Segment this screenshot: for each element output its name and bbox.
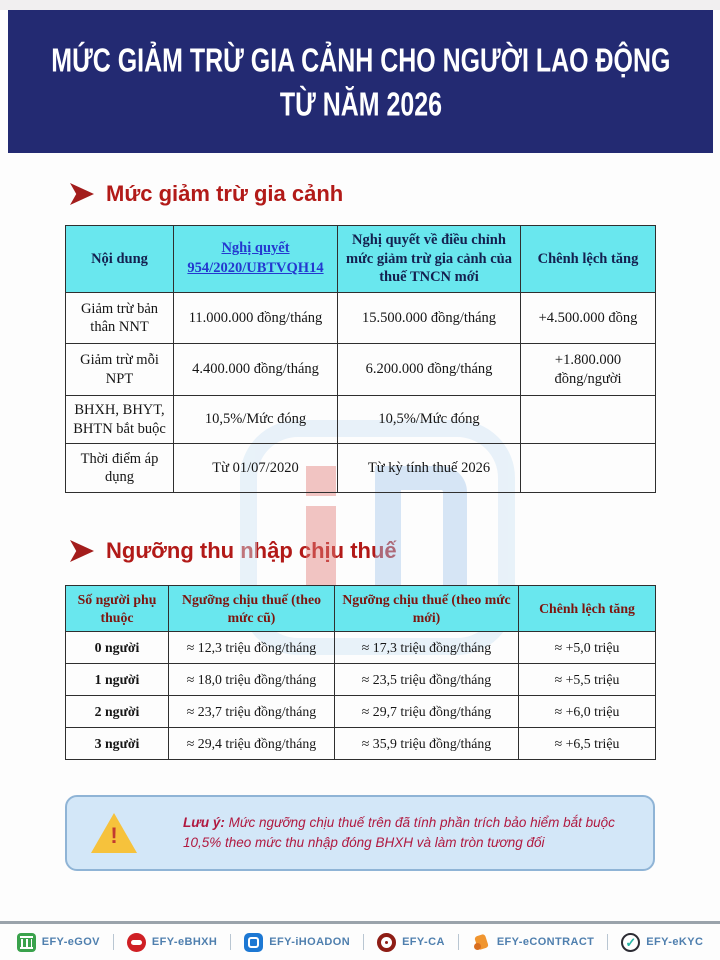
government-bank-icon: [17, 933, 36, 952]
row-label: Giảm trừ mỗi NPT: [66, 344, 174, 396]
row-label: Thời điểm áp dụng: [66, 444, 174, 493]
footer-item-ihoadon: [244, 933, 350, 952]
row-diff-value: +4.500.000 đồng: [521, 293, 656, 344]
table-row: [66, 344, 656, 396]
footer-separator: [230, 934, 231, 950]
row-dependents: 3 người: [66, 728, 169, 760]
table-row: [66, 664, 656, 696]
footer-label: EFY-eGOV: [41, 936, 100, 948]
footer-logo-strip: [0, 929, 720, 955]
identity-check-icon: [621, 933, 640, 952]
row-label: BHXH, BHYT, BHTN bắt buộc: [66, 396, 174, 444]
warning-triangle-icon: !: [91, 813, 137, 853]
deduction-col-new-resolution: Nghị quyết về điều chỉnh mức giảm trừ gia cảnh của thuế TNCN mới: [338, 226, 521, 293]
row-old-value: ≈ 12,3 triệu đồng/tháng: [169, 632, 335, 664]
footer-separator: [113, 934, 114, 950]
deduction-table: [65, 225, 656, 493]
resolution-954-link[interactable]: [180, 239, 331, 278]
footer-item-ebhxh: [127, 933, 217, 952]
row-diff-value: [521, 444, 656, 493]
section-threshold-title: Ngưỡng thu nhập chịu thuế: [106, 538, 397, 563]
note-text: [183, 813, 623, 852]
footer-item-ekyc: [621, 933, 703, 952]
footer-item-egov: [17, 933, 100, 952]
row-new-value: ≈ 17,3 triệu đồng/tháng: [335, 632, 519, 664]
invoice-square-icon: [244, 933, 263, 952]
row-dependents: 0 người: [66, 632, 169, 664]
red-arrow-icon: [70, 540, 94, 562]
section-deduction-title: Mức giảm trừ gia cảnh: [106, 181, 344, 206]
row-diff-value: ≈ +5,0 triệu: [519, 632, 656, 664]
table-row: [66, 444, 656, 493]
row-dependents: 2 người: [66, 696, 169, 728]
threshold-header-row: [66, 586, 656, 632]
row-diff-value: ≈ +6,5 triệu: [519, 728, 656, 760]
deduction-col-resolution-954: [174, 226, 338, 293]
note-prefix: Lưu ý:: [183, 815, 225, 831]
title-banner: [8, 10, 713, 153]
row-old-value: Từ 01/07/2020: [174, 444, 338, 493]
table-row: [66, 293, 656, 344]
table-row: [66, 728, 656, 760]
page-title-line1: MỨC GIẢM TRỪ GIA CẢNH CHO NGƯỜI LAO ĐỘNG: [50, 40, 671, 79]
footer-label: EFY-eKYC: [646, 936, 704, 948]
page-title-line2: TỪ NĂM 2026: [279, 84, 442, 123]
threshold-col-new: Ngưỡng chịu thuế (theo mức mới): [335, 586, 519, 632]
deduction-col-diff: Chênh lệch tăng: [521, 226, 656, 293]
row-label: Giảm trừ bản thân NNT: [66, 293, 174, 344]
red-arrow-icon: [70, 183, 94, 205]
row-dependents: 1 người: [66, 664, 169, 696]
contract-hand-icon: [472, 933, 491, 952]
row-old-value: ≈ 29,4 triệu đồng/tháng: [169, 728, 335, 760]
resolution-954-link-line1[interactable]: Nghị quyết: [221, 240, 290, 257]
threshold-col-old: Ngưỡng chịu thuế (theo mức cũ): [169, 586, 335, 632]
footer-separator: [607, 934, 608, 950]
row-new-value: 6.200.000 đồng/tháng: [338, 344, 521, 396]
row-new-value: Từ kỳ tính thuế 2026: [338, 444, 521, 493]
row-new-value: ≈ 23,5 triệu đồng/tháng: [335, 664, 519, 696]
row-new-value: 15.500.000 đồng/tháng: [338, 293, 521, 344]
threshold-col-dependents: Số người phụ thuộc: [66, 586, 169, 632]
resolution-954-link-line2[interactable]: 954/2020/UBTVQH14: [187, 260, 324, 276]
section-deduction-heading: [70, 181, 343, 207]
table-row: [66, 696, 656, 728]
row-new-value: ≈ 29,7 triệu đồng/tháng: [335, 696, 519, 728]
footer-separator: [458, 934, 459, 950]
top-margin-strip: [0, 0, 720, 10]
footer-label: EFY-eBHXH: [151, 936, 218, 948]
deduction-header-row: [66, 226, 656, 293]
footer-label: EFY-eCONTRACT: [496, 936, 595, 948]
row-new-value: 10,5%/Mức đóng: [338, 396, 521, 444]
efy-red-circle-icon: [127, 933, 146, 952]
row-old-value: ≈ 23,7 triệu đồng/tháng: [169, 696, 335, 728]
footer-separator: [363, 934, 364, 950]
row-old-value: ≈ 18,0 triệu đồng/tháng: [169, 664, 335, 696]
row-new-value: ≈ 35,9 triệu đồng/tháng: [335, 728, 519, 760]
row-diff-value: +1.800.000 đồng/người: [521, 344, 656, 396]
table-row: [66, 396, 656, 444]
footer-label: EFY-iHOADON: [269, 936, 351, 948]
row-diff-value: ≈ +5,5 triệu: [519, 664, 656, 696]
footer-item-ca: [377, 933, 445, 952]
certificate-ring-icon: [377, 933, 396, 952]
row-diff-value: [521, 396, 656, 444]
footer-item-econtract: [472, 933, 594, 952]
row-old-value: 4.400.000 đồng/tháng: [174, 344, 338, 396]
note-body: Mức ngưỡng chịu thuế trên đã tính phần trích bảo hiểm bắt buộc 10,5% theo mức thu nhập đóng BHXH và làm tròn tương đối: [183, 815, 615, 850]
threshold-col-diff: Chênh lệch tăng: [519, 586, 656, 632]
deduction-col-content: Nội dung: [66, 226, 174, 293]
threshold-table: [65, 585, 656, 760]
row-old-value: 11.000.000 đồng/tháng: [174, 293, 338, 344]
footer-divider: [0, 921, 720, 924]
row-old-value: 10,5%/Mức đóng: [174, 396, 338, 444]
footer-label: EFY-CA: [402, 936, 445, 948]
table-row: [66, 632, 656, 664]
note-box: [65, 795, 655, 871]
row-diff-value: ≈ +6,0 triệu: [519, 696, 656, 728]
